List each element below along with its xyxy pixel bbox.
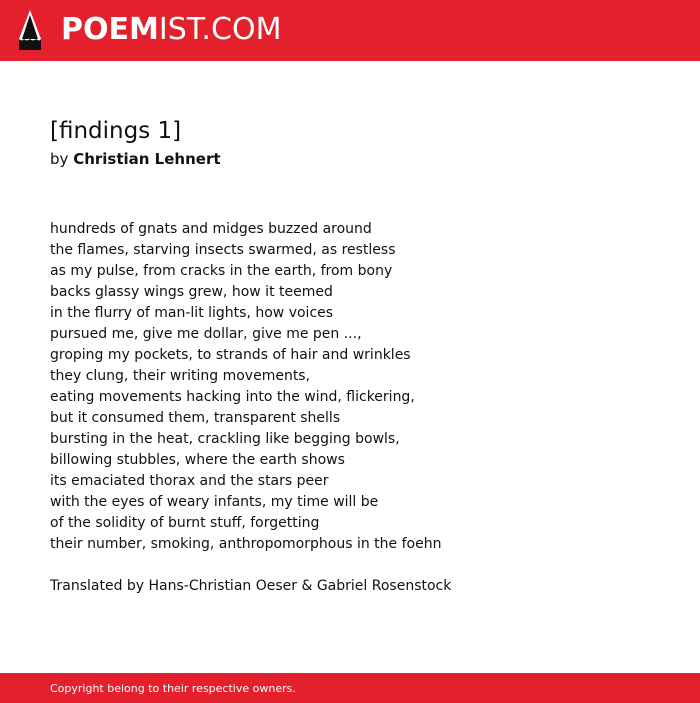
site-footer: [0, 673, 700, 703]
poem-line: billowing stubbles, where the earth shows: [50, 452, 345, 468]
translator-note: Translated by Hans-Christian Oeser & Gabriel Rosenstock: [50, 578, 452, 594]
logo-light-text: IST.COM: [158, 12, 282, 47]
poem-line: its emaciated thorax and the stars peer: [50, 473, 329, 489]
poem-line: groping my pockets, to strands of hair and wrinkles: [50, 347, 411, 363]
byline: [50, 149, 221, 169]
poem-line: they clung, their writing movements,: [50, 368, 311, 384]
poem-line: their number, smoking, anthropomorphous in the foehn: [50, 536, 442, 552]
author-name: Christian Lehnert: [73, 150, 221, 168]
poem-line: of the solidity of burnt stuff, forgetting: [50, 515, 320, 531]
by-label: by: [50, 150, 69, 168]
poem-line: hundreds of gnats and midges buzzed around: [50, 221, 372, 237]
poem-line: backs glassy wings grew, how it teemed: [50, 284, 333, 300]
poem-title: [findings 1]: [50, 118, 182, 144]
poem-line: pursued me, give me dollar, give me pen ...,: [50, 326, 362, 342]
poem-body: [50, 219, 441, 555]
poem-line: in the flurry of man-lit lights, how voices: [50, 305, 334, 321]
poem-line: eating movements hacking into the wind, flickering,: [50, 389, 415, 405]
poem-line: bursting in the heat, crackling like begging bowls,: [50, 431, 400, 447]
site-logo[interactable]: [61, 12, 281, 48]
site-header: [0, 0, 700, 61]
logo-bold-text: POEM: [61, 12, 159, 47]
copyright-text: Copyright belong to their respective owners.: [50, 682, 296, 695]
poem-line: the flames, starving insects swarmed, as restless: [50, 242, 396, 258]
poem-line: but it consumed them, transparent shells: [50, 410, 341, 426]
poem-line: as my pulse, from cracks in the earth, from bony: [50, 263, 393, 279]
poem-line: with the eyes of weary infants, my time will be: [50, 494, 379, 510]
pen-nib-icon[interactable]: [18, 9, 42, 51]
